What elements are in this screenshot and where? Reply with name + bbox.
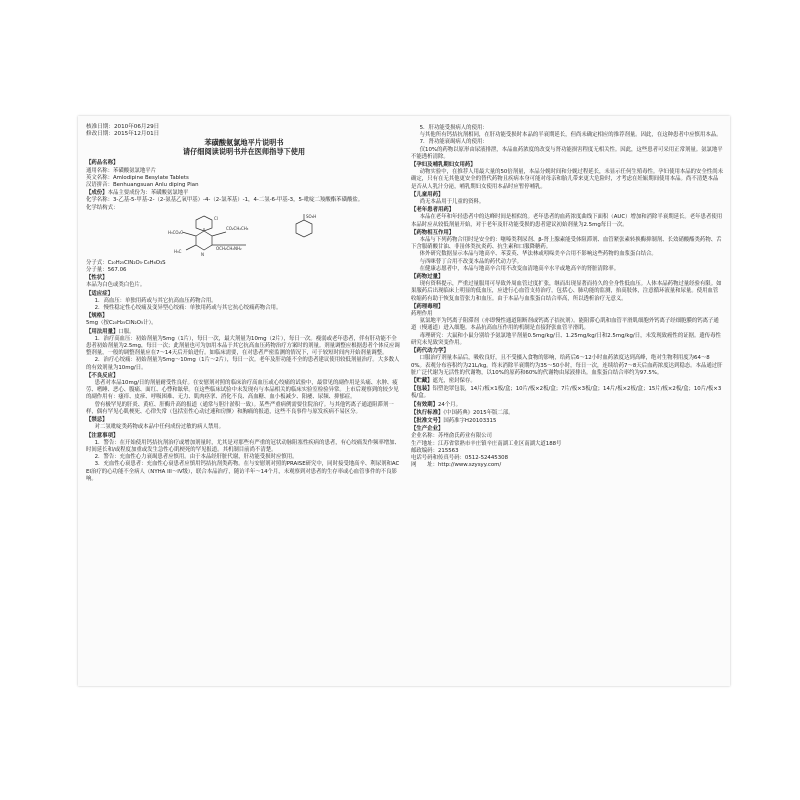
section-heading: 【禁忌】 — [86, 417, 108, 424]
chemical-name: 化学名称：3-乙基-5-甲基-2-（2-氨基乙氧甲基）-4-（2-氯苯基）-1，4-二氢-6-甲基-3，5-吡啶二羧酸酯苯磺酸盐。 — [86, 197, 364, 204]
indication-item: 2．慢性稳定性心绞痛及变异型心绞痛：单独用药或与其它抗心绞痛药物合用。 — [94, 305, 282, 312]
section-heading: 【性状】 — [86, 275, 108, 282]
section-traits — [86, 275, 402, 289]
company-phone: 电话号码和传真号码：0512-52445308 — [411, 454, 509, 461]
indication-item: 1．高血压：单独用药或与其它抗高血压药物合用。 — [94, 297, 217, 304]
svg-text:CO₂CH₂CH₃: CO₂CH₂CH₃ — [226, 225, 249, 231]
section-heading: 【不良反应】 — [86, 372, 119, 379]
section-heading: 【药物相互作用】 — [411, 229, 455, 236]
section-heading: 【执行标准】 — [411, 409, 444, 416]
interaction-paragraph: 本品与下列药物合用时是安全的：噻嗪类利尿剂、β-肾上腺素能受体阻滞剂、血管紧张素转换酶抑制剂、长效硝酸酯类药物、舌下含服硝酸甘油、非甾体类抗炎药、抗生素和口服降糖药。 — [411, 237, 722, 251]
section-ingredients — [86, 190, 402, 274]
standard-text: 《中国药典》2015年版二部。 — [443, 409, 514, 416]
pharmacology-subheading: 药理作用 — [411, 311, 433, 318]
approval-date: 核准日期：2010年06月29日 — [86, 124, 160, 130]
section-heading: 【注意事项】 — [86, 432, 119, 439]
section-heading: 【包装】 — [411, 386, 433, 393]
validity-text: 24个月。 — [437, 401, 462, 408]
pharmacology-paragraph: 氨氯地平为钙离子阻滞剂（亦即慢性通道阻断剂或钙离子拮抗剂）。能阻滞心肌和血管平滑肌细胞外钙离子经细胞膜的钙离子通道（慢通道）进入细胞。本品抗高血压作用的机制是直接舒张血管平滑肌。 — [411, 318, 719, 332]
section-pediatric — [411, 192, 723, 206]
spec-text: 5mg（按C₂₀H₂₅ClN₂O₅计）。 — [86, 320, 157, 327]
section-heading: 【药品名称】 — [86, 160, 119, 167]
section-overdose — [411, 274, 723, 303]
english-name: 英文名称：Amlodipine Besylate Tablets — [86, 174, 189, 181]
svg-text:H₃C: H₃C — [174, 248, 182, 254]
renal-heading: 7．肾功能衰竭病人的使用： — [419, 139, 488, 146]
section-pharmacokinetics — [411, 348, 723, 377]
pediatric-text: 尚无本品用于儿童的资料。 — [419, 199, 485, 206]
section-heading: 【药理毒理】 — [411, 303, 444, 310]
section-heading: 【儿童用药】 — [411, 191, 444, 198]
section-heading: 【药物过量】 — [411, 274, 444, 281]
company-website: 网 址：http://www.szysyy.com/ — [411, 462, 502, 469]
pregnancy-text: 动物实验中，在推荐人用最大量的50倍剂量，本品分娩时间和分娩过程延长，未显示任何生殖毒性。孕妇使用本品的安全性尚未确定，只有在无其他更安全的替代药物且疾病本身可能对母亲和胎儿带来更大危险时，才考虑在妊娠期间使用本品。尚不清楚本品是否从人乳汁分泌，哺乳期妇女使用本品时应暂停哺乳。 — [411, 169, 723, 190]
precaution-paragraph: 2．警告：充血性心力衰竭患者应慎用。由于本品经肝脏代谢，肝功能受损时应慎用。 — [94, 454, 298, 461]
section-spec — [86, 313, 402, 327]
section-indications — [86, 291, 402, 313]
document-subtitle: 请仔细阅读说明书并在医师指导下使用 — [182, 147, 306, 157]
section-heading: 【贮藏】 — [411, 377, 433, 384]
pharmacokinetics-text: 口服治疗剂量本品后，吸收良好，且不受摄入食物的影响，给药后6～12小时血药浓度达到高峰，绝对生物利用度为64～80%。表观分布容积约为21L/kg。终末消除半衰期约为35～50小时，每日一次，连续给药7～8天后血药浓度达到稳态。本品通过肝脏广泛代谢为无活性的代谢物，以10%的原药和60%的代谢物由尿液排出。血浆蛋白结合率约为97.5%。 — [411, 355, 723, 376]
section-heading: 【孕妇及哺乳期妇女用药】 — [411, 162, 476, 169]
section-pharmacology — [411, 304, 723, 347]
chemical-structure-diagram — [156, 214, 356, 258]
molecular-weight: 分子量：567.06 — [86, 267, 127, 274]
document-title: 苯磺酸氨氯地平片说明书 — [204, 138, 284, 148]
company-postcode: 邮政编码：215563 — [411, 447, 459, 454]
precaution-paragraph: 3．充血性心衰患者：充血性心衰患者应慎用钙拮抗剂类药物。在与安慰剂对照的PRAISE研究中，同时接受地高辛、利尿剂和ACEI治疗的心功能不全病人（NYHA III～IV级），联合本品治疗，随访半年～14个月，未观察到对患者的生存率或心血管事件的不良影响。 — [86, 461, 400, 482]
precaution-paragraph: 1．警告：在开始使用钙拮抗剂治疗或增加剂量时，尤其是对那些有严重的冠状动脉阻塞性疾病的患者，有心绞痛发作频率增加、时间延长和/或程度加重或发生急性心肌梗死的罕见报道。其机制目前尚不清楚。 — [86, 439, 400, 453]
main-ingredient: 本品主要成份为：苯磺酸氨氯地平 — [107, 190, 189, 197]
section-heading: 【有效期】 — [411, 401, 438, 408]
section-heading: 【老年患者用药】 — [411, 207, 455, 214]
pharmacology-paragraph: 毒理研究：大鼠和小鼠分别给予氨氯地平剂量0.5mg/kg/日、1.25mg/kg/日和2.5mg/kg/日，未发现致癌性的证据。遗传毒性研究未见致突变作用。 — [411, 332, 721, 346]
section-heading: 【用法用量】 — [86, 328, 119, 335]
svg-text:OCH₂CH₂NH₂: OCH₂CH₂NH₂ — [216, 245, 242, 251]
package-text: 铝塑泡罩包装，14片/板×1板/盒；10片/板×2板/盒；7片/板×3板/盒；14片/板×2板/盒；15片/板×2板/盒；10片/板×3板/盒。 — [411, 386, 722, 400]
section-storage — [411, 378, 723, 385]
dosage-paragraph: 2．治疗心绞痛：初始剂量为5mg～10mg（1片～2片），每日一次。老年及肝功能不全的患者建议使用较低剂量治疗。大多数人的有效剂量为10mg/日。 — [86, 357, 400, 371]
traits-text: 本品为白色或类白色片。 — [86, 282, 146, 289]
liver-heading: 5．肝功能受损病人的使用： — [419, 125, 488, 131]
section-heading: 【药代动力学】 — [411, 348, 449, 355]
section-standard — [411, 410, 723, 417]
section-validity — [411, 402, 723, 409]
section-interactions — [411, 230, 723, 273]
section-geriatric — [411, 207, 723, 229]
left-column — [86, 124, 402, 484]
svg-text:H₃CO₂C: H₃CO₂C — [168, 229, 183, 235]
structure-label: 化学结构式： — [86, 204, 119, 211]
dosage-intro: 口服。 — [118, 328, 135, 335]
overdose-text: 现有资料提示，严重过量服用可导致外周血管过度扩张，继而出现显著而持久的全身性低血压。人体本品药物过量经验有限。如果服药后出现临床上明显的低血压，应进行心血管支持治疗，包括心、肺功能的监测，抬高肢体，注意循环液量和尿量。使用血管收缩药有助于恢复血管张力和血压。由于本品与血浆蛋白结合率高，所以透析治疗无意义。 — [411, 281, 722, 302]
interaction-paragraph: 与西咪替丁合用不改变本品的药代动力学。 — [419, 258, 523, 265]
svg-text:N: N — [201, 251, 204, 257]
molecular-formula: 分子式：C₂₀H₂₅ClN₂O₅·C₆H₆O₃S — [86, 259, 166, 266]
revision-date: 修改日期：2015年12月01日 — [86, 131, 160, 138]
section-precautions — [86, 433, 402, 483]
storage-text: 遮光，密封保存。 — [432, 377, 476, 384]
right-column — [411, 124, 723, 470]
svg-text:SO₃H: SO₃H — [306, 213, 317, 219]
section-drug-name — [86, 160, 402, 189]
adverse-paragraph: 患者对本品10mg/日的剂量耐受性良好。在安慰剂对照的临床治疗高血压或心绞痛的试验中，最常见的副作用是头痛、水肿、疲劳、嗜睡、恶心、腹痛、面红、心悸和眩晕。在这些临床试验中未发现有与本品相关的临床实验室检验异常。上市后观察到的较少见的副作用有：瘙痒、皮疹、呼吸困难、无力、肌肉痉挛、消化不良、高血糖、血小板减少、阳痿、尿频、抑郁症。 — [86, 380, 399, 401]
svg-text:Cl: Cl — [214, 215, 218, 221]
adverse-paragraph: 曾有极罕见的肝炎、黄疸、肝酶升高的报道（通常与胆汁淤积一致）。某些严重病例需要住院治疗。与其他钙离子通道阻滞剂一样，偶有罕见心肌梗死、心律失常（包括室性心动过速和房颤）和胸痛的报道，这些不良事件与原发疾病不易区分。 — [86, 401, 394, 415]
section-heading: 【成份】 — [86, 190, 108, 197]
section-dosage — [86, 329, 402, 372]
section-manufacturer — [411, 426, 723, 469]
section-pregnancy — [411, 162, 723, 191]
section-heading: 【规格】 — [86, 313, 108, 320]
interaction-paragraph: 体外研究数据显示本品与地高辛、苯妥英、华法林或吲哚美辛合用不影响这些药物的血浆蛋白结合。 — [419, 251, 657, 258]
dosage-paragraph: 1．治疗高血压：初始剂量为5mg（1片），每日一次，最大剂量为10mg（2片），每日一次。瘦弱或老年患者，伴有肝功能不全患者初始剂量为2.5mg，每日一次；此剂量也可为加用本品于其它抗高血压药物治疗方案时的剂量。剂量调整应根据患者个体反应调整剂量，一般的调整剂量应在7～14天后开始进行。如临床需要，在对患者严密监测的情况下，可于较短时间内开始剂量调整。 — [86, 335, 400, 357]
company-address: 生产地址：江苏省常熟市辛庄镇辛庄南湖工业区南湖大道188号 — [411, 440, 562, 447]
section-approval — [411, 418, 723, 425]
section-package — [411, 386, 723, 400]
section-adverse-reactions — [86, 373, 402, 416]
geriatric-text: 本品在老年和年轻患者中的达峰时间是相似的。老年患者的血药浓度曲线下面积（AUC）增加和消除半衰期延长。老年患者使用本品时应从较低剂量开始，对于老年及肝功能受损的患者建议初始剂量为2.5mg每日一次。 — [411, 214, 723, 228]
chemical-structure-image — [156, 214, 356, 258]
section-heading: 【批准文号】 — [411, 417, 444, 424]
approval-text: 国药准字H20103315 — [443, 417, 497, 424]
package-insert-sheet — [78, 116, 730, 686]
company-name: 企业名称：苏州俞氏药业有限公司 — [411, 433, 492, 440]
section-liver-renal — [411, 125, 723, 161]
section-contraindications — [86, 417, 402, 431]
liver-text: 与其他所有钙拮抗剂相同，在肝功能受损时本品的半衰期延长，但尚未确定相应的推荐剂量。因此，在这种患者中应慎用本品。 — [419, 132, 722, 139]
interaction-paragraph: 在健康志愿者中，本品与地高辛合用不改变血清地高辛水平或地高辛的肾脏清除率。 — [419, 265, 620, 272]
pinyin-name: 汉语拼音：Benhuangsuan Anlu diping Pian — [86, 182, 199, 189]
section-heading: 【生产企业】 — [411, 426, 444, 433]
renal-text: 仅10%的药物以原形由尿液排泄，本品血药浓度的改变与肾功能损害程度无相关性。因此，这些患者可采用正常剂量。氨氯地平不能透析清除。 — [411, 146, 723, 160]
generic-name: 通用名称：苯磺酸氨氯地平片 — [86, 167, 157, 174]
contraindications-text: 对二氢吡啶类药物或本品中任何成份过敏的病人禁用。 — [94, 424, 225, 431]
section-heading: 【适应症】 — [86, 290, 113, 297]
